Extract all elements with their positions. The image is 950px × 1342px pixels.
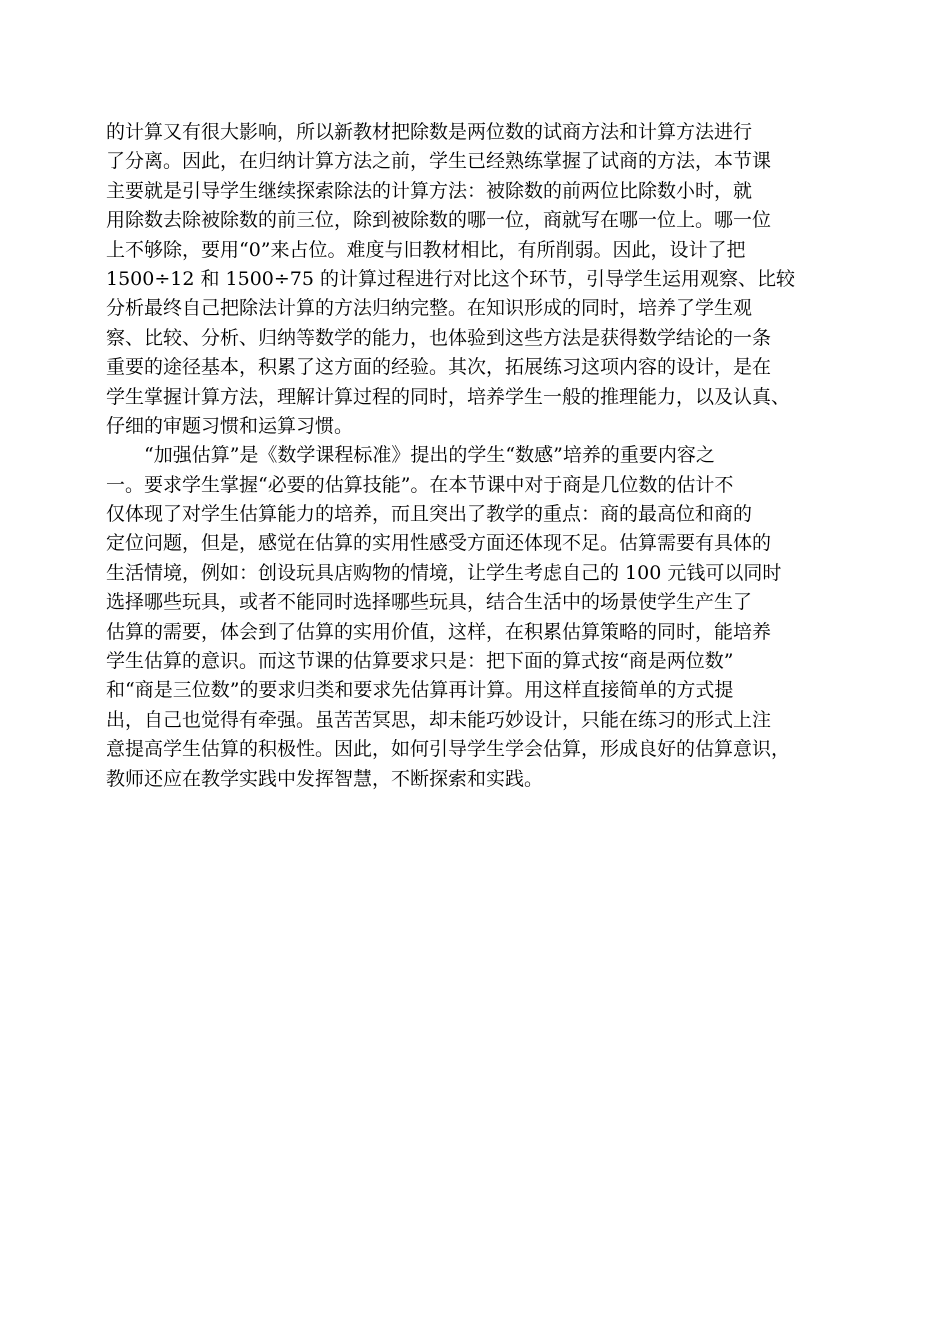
document-body xyxy=(106,118,866,794)
text-line: 仔细的审题习惯和运算习惯。 xyxy=(106,414,354,437)
text-line: 1500÷12 和 1500÷75 的计算过程进行对比这个环节，引导学生运用观察、比较 xyxy=(106,267,796,290)
text-line: 学生估算的意识。而这节课的估算要求只是：把下面的算式按“商是两位数” xyxy=(106,650,734,673)
text-line: “加强估算”是《数学课程标准》提出的学生“数感”培养的重要内容之 xyxy=(144,444,715,467)
text-line: 了分离。因此，在归纳计算方法之前，学生已经熟练掌握了试商的方法，本节课 xyxy=(106,150,772,173)
text-line: 主要就是引导学生继续探索除法的计算方法：被除数的前两位比除数小时，就 xyxy=(106,179,753,202)
text-line: 定位问题，但是，感觉在估算的实用性感受方面还体现不足。估算需要有具体的 xyxy=(106,532,772,555)
text-line: 教师还应在教学实践中发挥智慧，不断探索和实践。 xyxy=(106,767,544,790)
text-line: 估算的需要，体会到了估算的实用价值，这样，在积累估算策略的同时，能培养 xyxy=(106,620,772,643)
text-line: 用除数去除被除数的前三位，除到被除数的哪一位，商就写在哪一位上。哪一位 xyxy=(106,209,772,232)
text-line: 选择哪些玩具，或者不能同时选择哪些玩具，结合生活中的场景使学生产生了 xyxy=(106,591,753,614)
text-line: 意提高学生估算的积极性。因此，如何引导学生学会估算，形成良好的估算意识， xyxy=(106,738,791,761)
text-line: 仅体现了对学生估算能力的培养，而且突出了教学的重点：商的最高位和商的 xyxy=(106,503,753,526)
text-line: 和“商是三位数”的要求归类和要求先估算再计算。用这样直接简单的方式提 xyxy=(106,679,734,702)
text-line: 上不够除，要用“0”来占位。难度与旧教材相比，有所削弱。因此，设计了把 xyxy=(106,238,746,261)
text-line: 一。要求学生掌握“必要的估算技能”。在本节课中对于商是几位数的估计不 xyxy=(106,473,734,496)
paragraph-1 xyxy=(106,118,866,441)
text-line: 出，自己也觉得有牵强。虽苦苦冥思，却未能巧妙设计，只能在练习的形式上注 xyxy=(106,708,772,731)
text-line: 生活情境，例如：创设玩具店购物的情境，让学生考虑自己的 100 元钱可以同时 xyxy=(106,561,782,584)
text-line: 察、比较、分析、归纳等数学的能力，也体验到这些方法是获得数学结论的一条 xyxy=(106,326,772,349)
text-line: 的计算又有很大影响，所以新教材把除数是两位数的试商方法和计算方法进行 xyxy=(106,121,753,143)
paragraph-2 xyxy=(106,441,866,794)
text-line: 学生掌握计算方法，理解计算过程的同时，培养学生一般的推理能力，以及认真、 xyxy=(106,385,791,408)
text-line: 分析最终自己把除法计算的方法归纳完整。在知识形成的同时，培养了学生观 xyxy=(106,297,753,320)
text-line: 重要的途径基本，积累了这方面的经验。其次，拓展练习这项内容的设计，是在 xyxy=(106,356,772,379)
